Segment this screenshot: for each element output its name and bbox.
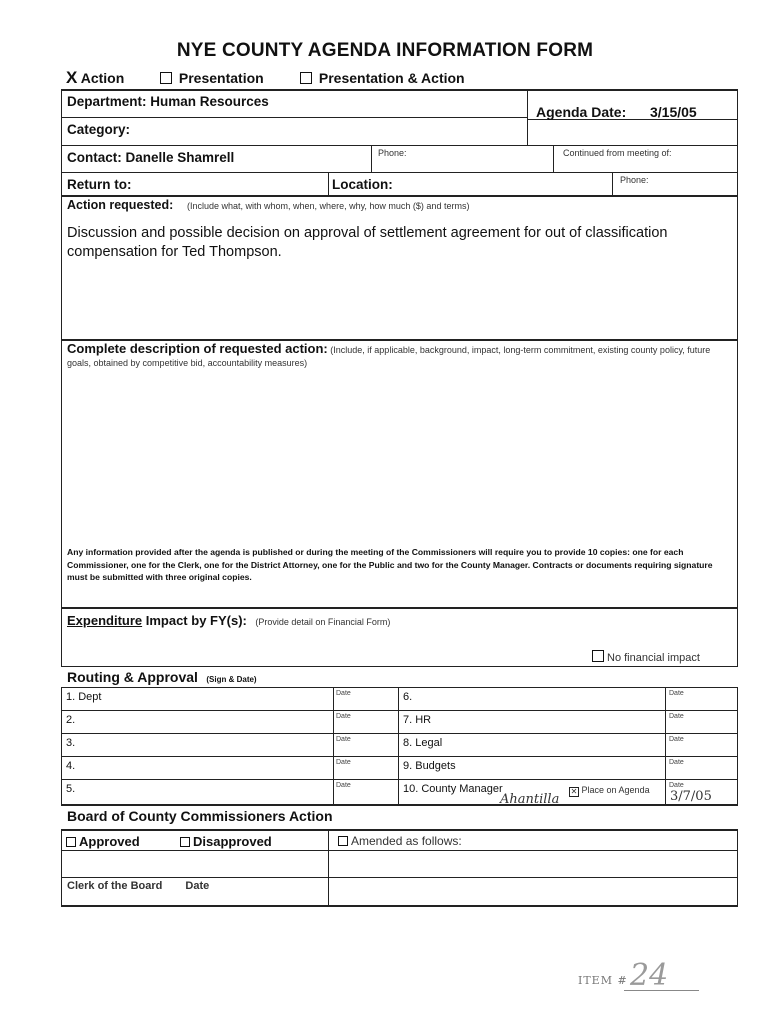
presentation-action-label: Presentation & Action [318,70,465,86]
board-table-bottom [61,905,738,907]
routing-date-label: Date [336,759,351,766]
routing-date-label: Date [336,690,351,697]
agenda-date-label: Agenda Date: [536,104,627,120]
action-checkmark: X [66,68,78,87]
frame-top-border [61,89,738,91]
no-financial-impact-checkbox-icon[interactable] [592,650,604,662]
place-on-agenda-option[interactable] [569,785,650,797]
board-table-top [61,829,738,831]
action-requested-label: Action requested: [67,198,174,212]
divider [61,172,738,173]
approved-checkbox-icon[interactable] [66,837,76,847]
divider [737,829,738,906]
item-label: ITEM # [578,974,628,987]
department-field[interactable]: Department: Human Resources [67,94,269,109]
divider [612,172,613,195]
expenditure-header [67,612,390,630]
presentation-action-checkbox-icon[interactable] [300,72,312,84]
description-text-area[interactable] [67,372,731,542]
county-manager-signature: Ahantilla [500,792,560,807]
action-requested-hint: (Include what, with whom, when, where, why, how much ($) and terms) [187,201,470,211]
disapproved-label: Disapproved [193,834,272,849]
frame-right-border [737,89,738,667]
clerk-of-board-label: Clerk of the Board [67,880,163,892]
presentation-label: Presentation [178,70,264,86]
routing-step-5[interactable]: 5. [66,783,76,795]
category-field[interactable]: Category: [67,122,131,137]
description-header [67,343,731,369]
divider [61,607,738,609]
phone-label-2: Phone: [620,175,649,185]
clerk-date-label: Date [185,880,210,892]
amended-checkbox-icon[interactable] [338,836,348,846]
divider [737,687,738,805]
return-to-field[interactable]: Return to: [67,177,132,192]
clerk-signature-row[interactable] [67,880,209,892]
divider [328,172,329,195]
routing-date-label: Date [669,713,684,720]
amended-option[interactable] [338,834,462,848]
routing-step-4[interactable]: 4. [66,760,76,772]
presentation-action-option[interactable] [300,70,465,86]
divider [553,145,554,172]
place-on-agenda-label: Place on Agenda [581,785,650,795]
action-label: Action [80,70,125,86]
divider [333,687,334,805]
presentation-checkbox-icon[interactable] [160,72,172,84]
divider [527,89,528,145]
location-field[interactable]: Location: [332,177,393,192]
approved-option[interactable] [66,834,140,849]
board-title: Board of County Commissioners Action [67,808,333,824]
action-requested-text[interactable]: Discussion and possible decision on approval of settlement agreement for out of classification compensation for Ted Thompson. [67,225,668,260]
item-underline [624,990,699,991]
no-financial-impact-option[interactable] [592,650,700,664]
action-option[interactable] [66,68,124,88]
divider [61,829,62,906]
form-title: NYE COUNTY AGENDA INFORMATION FORM [176,40,594,61]
divider [61,687,62,805]
routing-date-label: Date [669,782,684,789]
routing-table-top [61,687,738,688]
divider [61,850,738,851]
routing-header [67,669,257,687]
routing-step-1[interactable]: 1. Dept [66,691,102,703]
routing-date-label: Date [336,713,351,720]
divider [328,829,329,906]
copies-notice: Any information provided after the agenda is published or during the meeting of the Commissioners will require you to provide 10 copies: one for each Commissioner, one for the Clerk, one for the District Attorney, one for the Public and two for the County Manager. Contracts or documents requiring signature must be submitted with three original copies. [67,547,713,582]
routing-date-label: Date [669,690,684,697]
expenditure-label: Expenditure [67,613,143,628]
disapproved-checkbox-icon[interactable] [180,837,190,847]
divider [61,733,738,734]
routing-step-9-budgets[interactable]: 9. Budgets [403,760,456,772]
divider [61,195,738,197]
divider [61,756,738,757]
routing-step-3[interactable]: 3. [66,737,76,749]
phone-label: Phone: [378,148,407,158]
expenditure-hint: (Provide detail on Financial Form) [255,617,391,627]
county-manager-date: 3/7/05 [670,789,712,804]
presentation-option[interactable] [160,70,264,86]
item-number: 24 [630,958,669,993]
divider [61,145,738,146]
divider [371,145,372,172]
continued-from-meeting-label: Continued from meeting of: [563,148,672,158]
divider [61,877,738,878]
routing-date-label: Date [336,782,351,789]
place-on-agenda-checked-icon[interactable]: ✕ [570,787,578,796]
divider [398,687,399,805]
routing-date-label: Date [336,736,351,743]
contact-field[interactable]: Contact: Danelle Shamrell [67,150,235,165]
divider [61,117,527,118]
agenda-date-value[interactable]: 3/15/05 [650,104,697,120]
routing-step-2[interactable]: 2. [66,714,76,726]
routing-date-label: Date [669,736,684,743]
impact-by-fy-label: Impact by FY(s): [142,613,247,628]
routing-step-7-hr[interactable]: 7. HR [403,714,432,726]
no-financial-impact-label: No financial impact [607,652,700,664]
routing-hint: (Sign & Date) [206,675,257,684]
amended-label: Amended as follows: [351,834,462,848]
approved-label: Approved [79,834,140,849]
divider [61,779,738,780]
frame-bottom-border [61,666,738,667]
agenda-type-options [66,70,526,88]
frame-left-border [61,89,62,667]
routing-date-label: Date [669,759,684,766]
description-hint: (Include, if applicable, background, impact, long-term commitment, existing county policy, future goals, obtained by competitive bid, accountability measures) [67,345,711,368]
routing-step-6[interactable]: 6. [403,691,413,703]
disapproved-option[interactable] [180,834,272,849]
routing-step-8-legal[interactable]: 8. Legal [403,737,443,749]
routing-step-10-county-manager[interactable]: 10. County Manager [403,783,503,795]
description-label: Complete description of requested action: [67,341,328,356]
routing-title: Routing & Approval [67,669,198,685]
divider [665,687,666,805]
divider [61,710,738,711]
routing-table-bottom [61,804,738,806]
